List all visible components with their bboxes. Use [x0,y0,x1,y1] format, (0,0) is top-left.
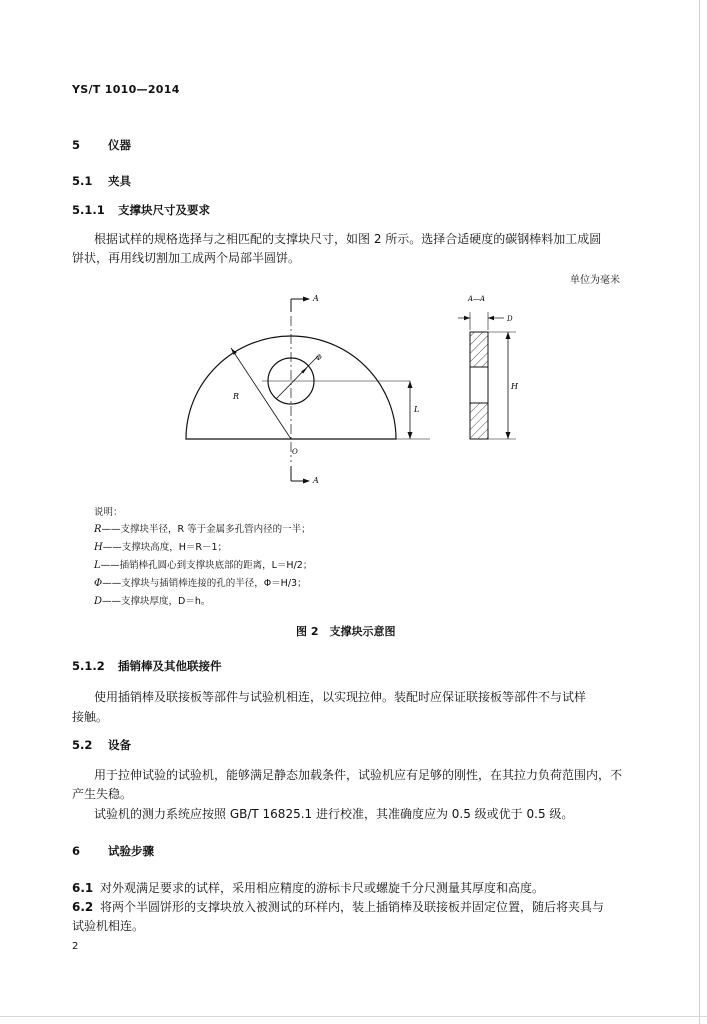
step-item [72,881,544,895]
legend-text: ——插销棒孔圆心到支撑块底部的距离，L＝H/2； [100,560,313,571]
legend-item [94,596,210,608]
section-5-heading [72,139,131,153]
depth-label: D [507,315,513,323]
phi-label: Φ [316,354,322,362]
section-rectangle [470,332,488,439]
paragraph-line: 根据试样的规格选择与之相匹配的支撑块尺寸，如图 2 所示。选择合适硬度的碳钢棒料加工成圆 [94,232,602,246]
step-text: 将两个半圆饼形的支撑块放入被测试的环样内，装上插销棒及联接板并固定位置，随后将夹具与 [100,900,605,914]
legend-text: ——支撑块厚度，D＝h。 [102,596,211,607]
paragraph-line: 用于拉伸试验的试验机，能够满足静态加载条件，试验机应有足够的刚性，在其拉力负荷范围内，不 [94,768,623,782]
section-title: 支撑块尺寸及要求 [118,203,210,217]
section-view-label: A—A [468,295,486,303]
figure-caption: 图 2 支撑块示意图 [296,625,396,638]
section-label-a-bottom: A [313,476,319,485]
paragraph-line: 试验机的测力系统应按照 GB/T 16825.1 进行校准，其准确度应为 0.5 级或优于 0.5 级。 [94,807,574,821]
legend-symbol: L [94,560,101,571]
section-title: 插销棒及其他联接件 [118,659,222,673]
legend-symbol: R [94,524,102,535]
section-number: 5.1.1 [72,203,105,217]
section-title: 夹具 [108,174,131,188]
unit-note: 单位为毫米 [570,275,620,286]
support-block-figure [0,280,707,500]
page-number: 2 [72,941,79,952]
section-number: 5.2 [72,738,93,752]
section-number: 5.1.2 [72,659,105,673]
radius-label: R [233,392,240,401]
step-number: 6.2 [72,900,94,914]
legend-title: 说明： [94,507,123,518]
section-5-1-heading [72,175,131,189]
page-edge-bottom [0,1016,707,1017]
section-title: 设备 [108,738,131,752]
legend-text: ——支撑块半径，R 等于金属多孔管内径的一半； [101,524,311,535]
section-5-2-heading [72,739,131,753]
legend-text: ——支撑块高度，H＝R－1； [102,542,228,553]
height-label: H [511,382,518,391]
paragraph-line: 饼状，再用线切割加工成两个局部半圆饼。 [72,251,301,265]
section-5-1-2-heading [72,660,222,674]
paragraph-line: 产生失稳。 [72,787,133,801]
semicircle-body [186,336,396,439]
legend-item [94,578,307,590]
section-label-a-top: A [313,294,319,303]
section-number: 6 [72,844,81,858]
page-edge-right [699,0,700,1024]
section-marker-bottom [291,466,310,484]
origin-label: O [292,448,298,456]
paragraph-line: 使用插销棒及联接板等部件与试验机相连，以实现拉伸。装配时应保证联接板等部件不与试样 [94,690,587,704]
legend-text: ——支撑块与插销棒连接的孔的半径，Φ＝H/3； [102,578,307,589]
radius-line [231,348,291,439]
section-title: 试验步骤 [108,844,154,858]
section-number: 5 [72,138,81,152]
legend-item [94,524,311,536]
paragraph-line: 试验机相连。 [72,919,145,933]
legend-item [94,560,312,572]
step-item [72,900,604,914]
legend-symbol: D [94,596,103,607]
section-6-heading [72,845,154,859]
standard-id: YS/T 1010—2014 [72,83,180,96]
l-dimension [392,381,430,439]
legend-symbol: H [94,542,103,553]
step-number: 6.1 [72,881,94,895]
legend-symbol: Φ [94,578,103,589]
d-dimension [458,312,504,330]
length-label: L [414,405,420,414]
section-5-1-1-heading [72,204,210,218]
section-title: 仪器 [108,138,131,152]
section-number: 5.1 [72,174,93,188]
legend-item [94,542,227,554]
section-marker-top [291,297,310,313]
paragraph-line: 接触。 [72,710,109,724]
phi-line [276,356,318,399]
step-text: 对外观满足要求的试样，采用相应精度的游标卡尺或螺旋千分尺测量其厚度和高度。 [100,881,545,895]
